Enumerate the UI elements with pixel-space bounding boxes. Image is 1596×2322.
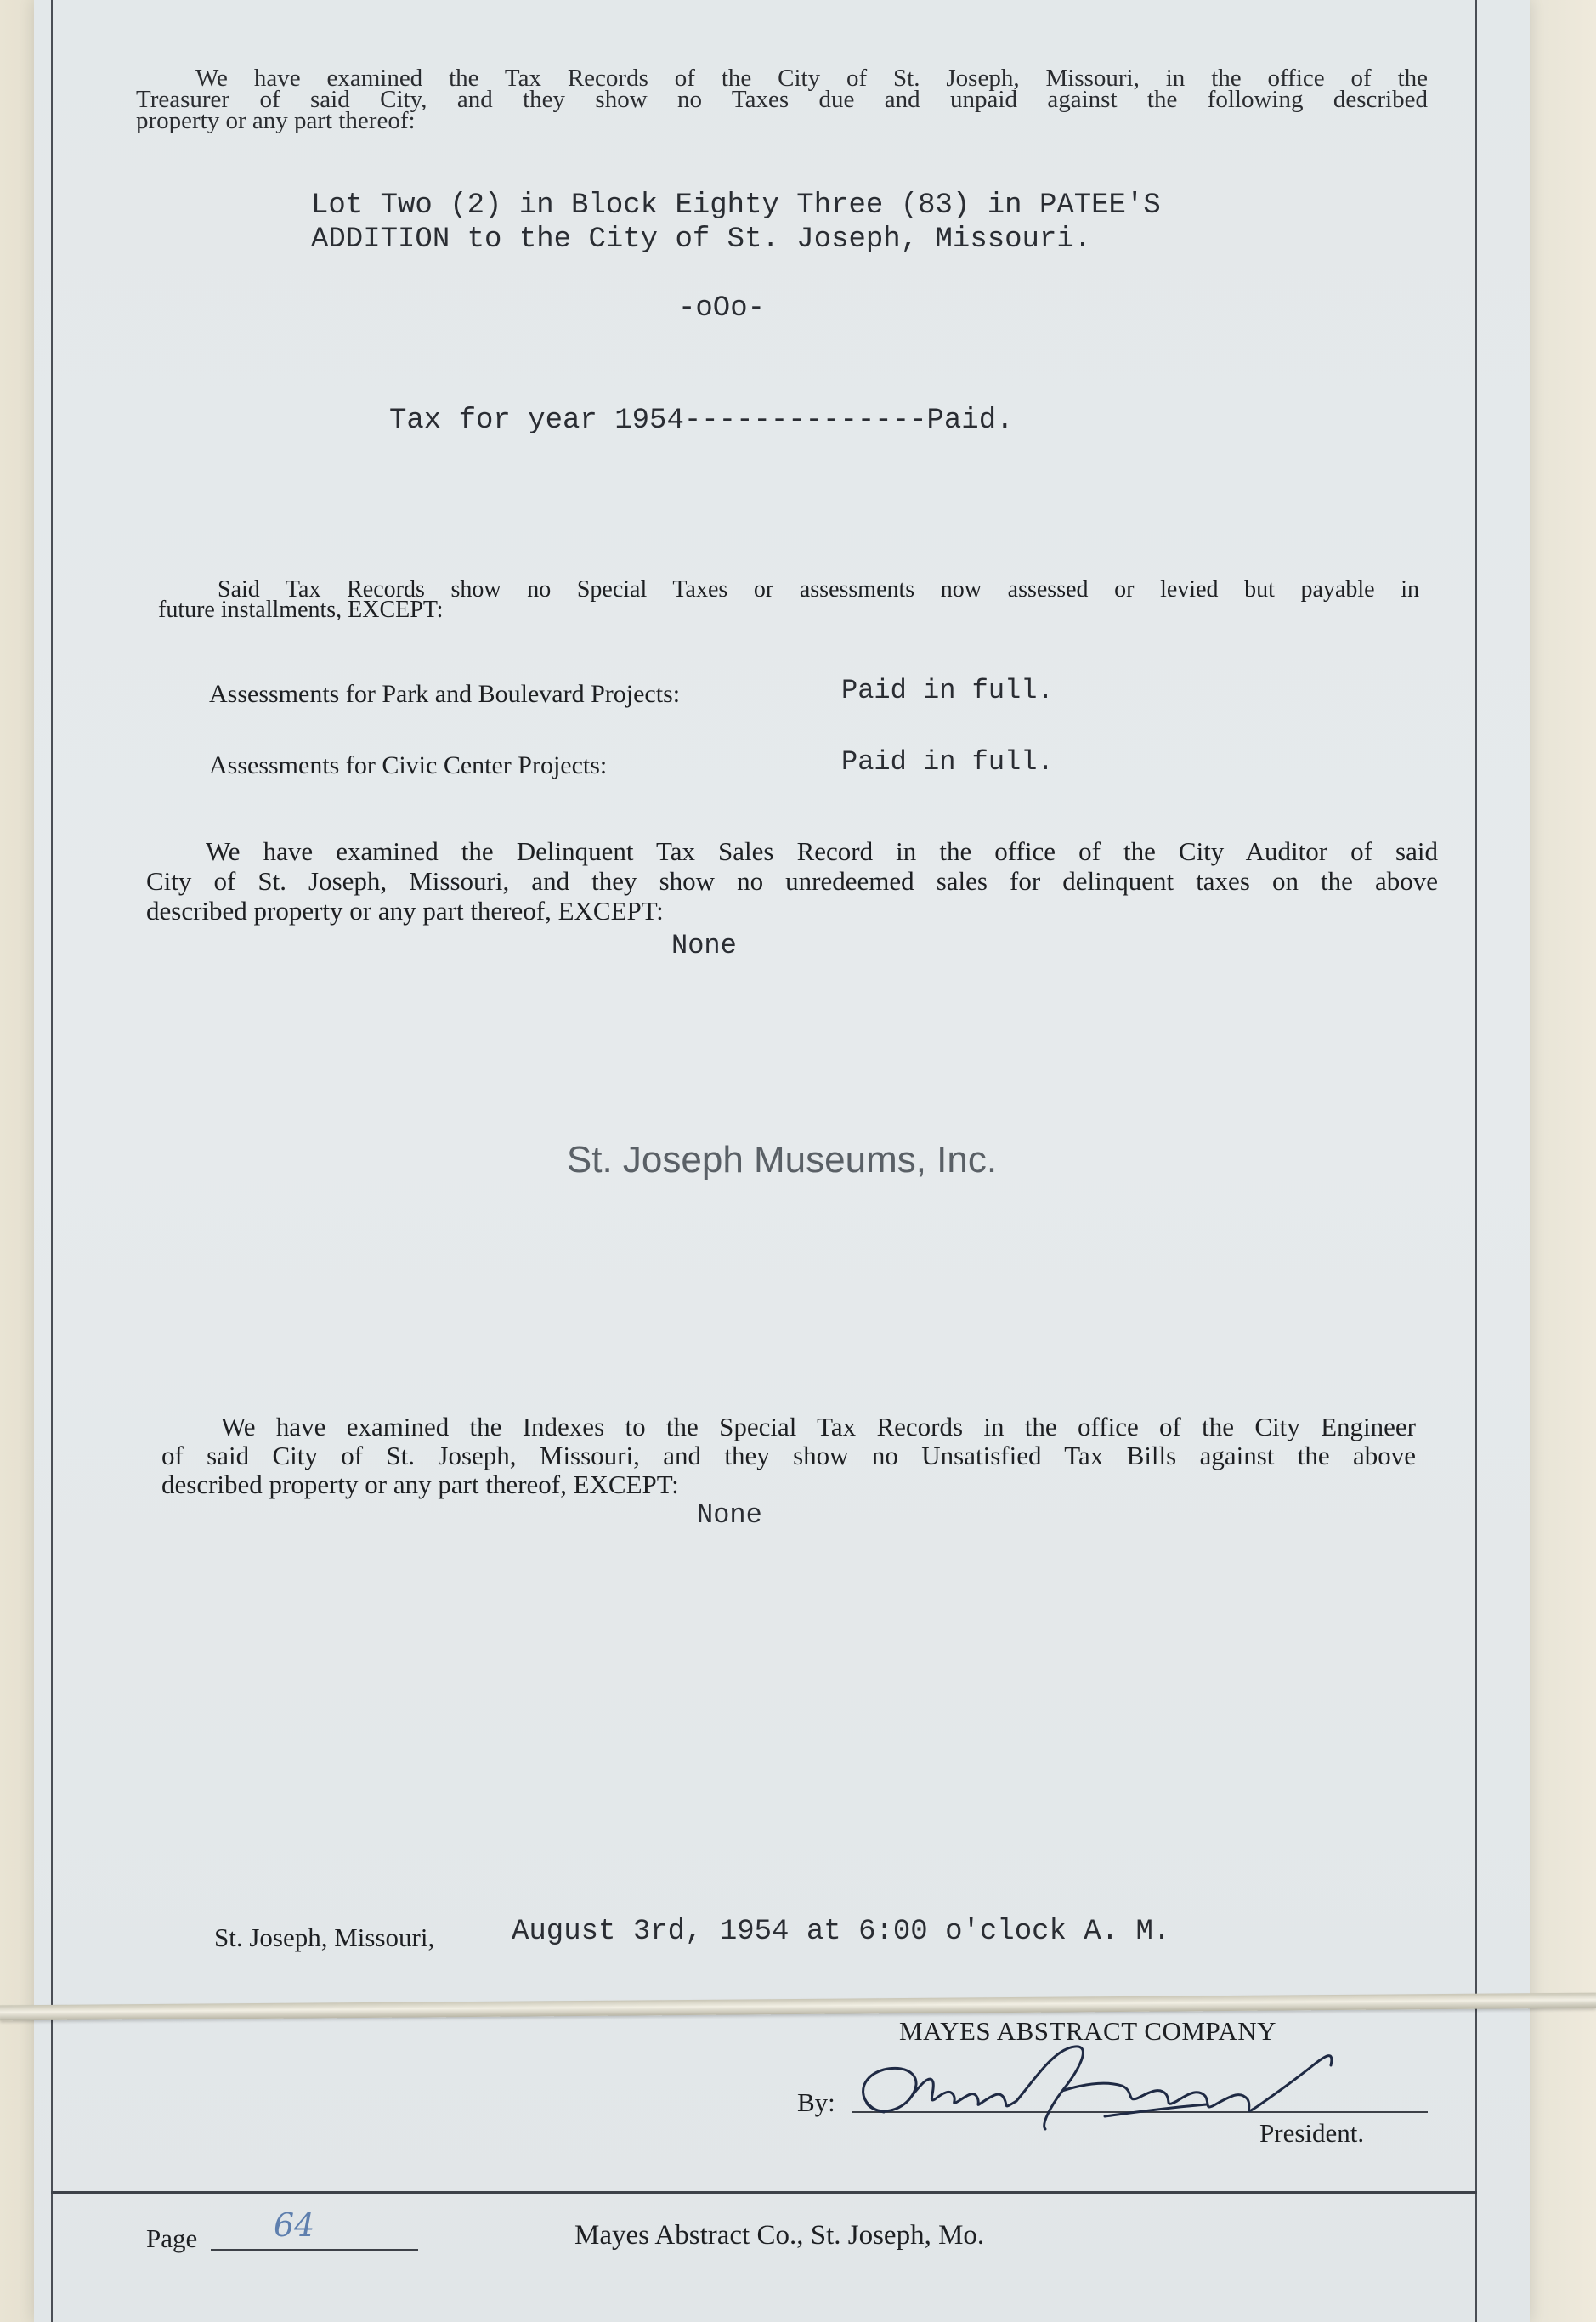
footer-top-rule (51, 2191, 1477, 2194)
paragraph-line: City of St. Joseph, Missouri, and they show no unredeemed sales for delinquent taxes on the above (146, 866, 1438, 896)
paragraph-line: Said Tax Records show no Special Taxes or assessments now assessed or levied but payable in (218, 576, 1419, 603)
section-separator: -oOo- (678, 292, 766, 325)
assessment-civic-value: Paid in full. (841, 746, 1054, 778)
special-tax-exception: None (697, 1499, 762, 1531)
paragraph-line: described property or any part thereof, EXCEPT: (161, 1470, 679, 1499)
property-description: Lot Two (2) in Block Eighty Three (83) in PATEE'S ADDITION to the City of St. Joseph, Missouri. (311, 190, 1161, 256)
special-tax-index-paragraph (161, 1413, 1416, 1499)
paragraph-line: We have examined the Delinquent Tax Sales Record in the office of the City Auditor of said (206, 836, 1438, 866)
by-label: By: (797, 2087, 835, 2117)
paragraph-line: We have examined the Tax Records of the City of St. Joseph, Missouri, in the office of the (195, 65, 1428, 92)
tax-records-paragraph (136, 65, 1428, 134)
tax-year-line: Tax for year 1954--------------Paid. (389, 405, 1014, 437)
paragraph-line: described property or any part thereof, EXCEPT: (146, 896, 664, 926)
special-taxes-paragraph (158, 576, 1419, 623)
president-label: President. (1259, 2118, 1365, 2148)
paragraph-line: We have examined the Indexes to the Special Tax Records in the office of the City Engineer (221, 1412, 1416, 1441)
paragraph-line: property or any part thereof: (136, 107, 416, 134)
watermark: St. Joseph Museums, Inc. (566, 1139, 998, 1181)
footer-company: Mayes Abstract Co., St. Joseph, Mo. (574, 2220, 985, 2251)
date-time: August 3rd, 1954 at 6:00 o'clock A. M. (512, 1916, 1171, 1948)
paragraph-line: of said City of St. Joseph, Missouri, and they show no Unsatisfied Tax Bills against the above (161, 1441, 1416, 1470)
paragraph-line: Treasurer of said City, and they show no Taxes due and unpaid against the following described (136, 86, 1428, 113)
company-name: MAYES ABSTRACT COMPANY (899, 2016, 1277, 2046)
page-number-line (211, 2249, 418, 2251)
assessment-civic-label: Assessments for Civic Center Projects: (209, 751, 608, 779)
delinquent-sales-paragraph (146, 836, 1438, 926)
assessment-park-label: Assessments for Park and Boulevard Projects: (209, 680, 681, 708)
page-label: Page (146, 2223, 198, 2253)
paragraph-line: future installments, EXCEPT: (158, 597, 444, 623)
place-label: St. Joseph, Missouri, (214, 1923, 435, 1952)
delinquent-exception: None (671, 930, 737, 961)
assessment-park-value: Paid in full. (841, 675, 1054, 706)
page-number: 64 (274, 2206, 315, 2244)
